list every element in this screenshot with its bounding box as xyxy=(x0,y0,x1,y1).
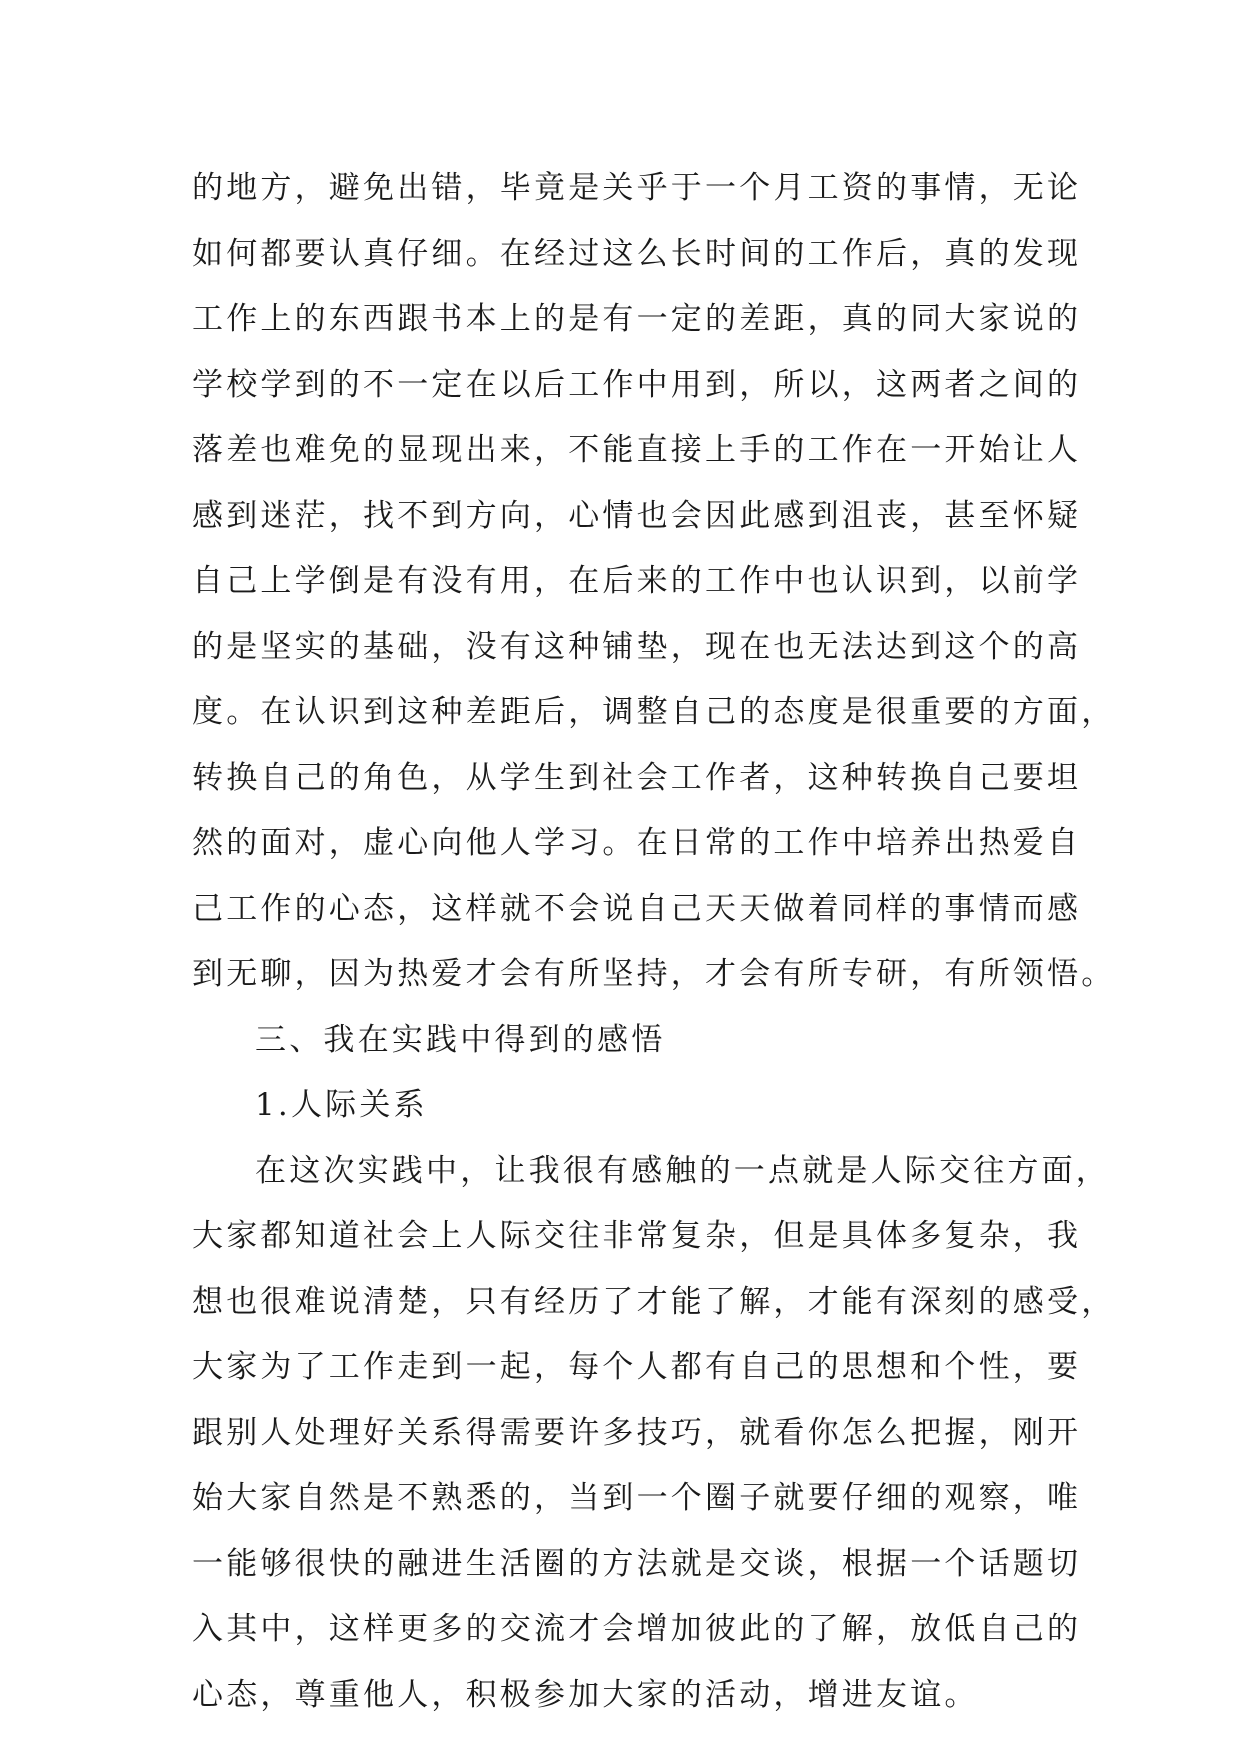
subsection-heading: 1.人际关系 xyxy=(255,1087,428,1123)
text-line: 的地方，避免出错，毕竟是关乎于一个月工资的事情，无论 xyxy=(192,170,1082,206)
text-line: 的是坚实的基础，没有这种铺垫，现在也无法达到这个的高 xyxy=(192,628,1082,665)
document-body xyxy=(192,156,1116,1728)
text-line: 跟别人处理好关系得需要许多技巧，就看你怎么把握，刚开 xyxy=(192,1414,1082,1451)
text-line: 然的面对，虚心向他人学习。在日常的工作中培养出热爱自 xyxy=(192,825,1082,861)
text-line: 学校学到的不一定在以后工作中用到，所以，这两者之间的 xyxy=(192,366,1082,403)
paragraph-1 xyxy=(192,156,1116,1008)
text-line: 想也很难说清楚，只有经历了才能了解，才能有深刻的感受， xyxy=(192,1283,1116,1320)
text-line: 到无聊，因为热爱才会有所坚持，才会有所专研，有所领悟。 xyxy=(192,956,1116,992)
text-line: 如何都要认真仔细。在经过这么长时间的工作后，真的发现 xyxy=(192,235,1082,272)
text-line: 转换自己的角色，从学生到社会工作者，这种转换自己要坦 xyxy=(192,759,1082,796)
text-line: 一能够很快的融进生活圈的方法就是交谈，根据一个话题切 xyxy=(192,1545,1082,1582)
text-line: 自己上学倒是有没有用，在后来的工作中也认识到，以前学 xyxy=(192,563,1082,599)
text-line: 感到迷茫，找不到方向，心情也会因此感到沮丧，甚至怀疑 xyxy=(192,497,1082,534)
text-line: 大家为了工作走到一起，每个人都有自己的思想和个性，要 xyxy=(192,1349,1082,1385)
text-line: 大家都知道社会上人际交往非常复杂，但是具体多复杂，我 xyxy=(192,1218,1082,1254)
text-line: 度。在认识到这种差距后，调整自己的态度是很重要的方面， xyxy=(192,694,1116,730)
text-line: 入其中，这样更多的交流才会增加彼此的了解，放低自己的 xyxy=(192,1611,1082,1647)
paragraph-2 xyxy=(192,1139,1116,1729)
text-line: 始大家自然是不熟悉的，当到一个圈子就要仔细的观察，唯 xyxy=(192,1480,1082,1516)
text-line: 工作上的东西跟书本上的是有一定的差距，真的同大家说的 xyxy=(192,301,1082,337)
section-heading: 三、我在实践中得到的感悟 xyxy=(255,1021,666,1058)
text-line: 落差也难免的显现出来，不能直接上手的工作在一开始让人 xyxy=(192,432,1082,468)
text-line: 心态，尊重他人，积极参加大家的活动，增进友谊。 xyxy=(192,1676,979,1713)
text-line: 在这次实践中，让我很有感触的一点就是人际交往方面， xyxy=(255,1152,1110,1189)
text-line: 己工作的心态，这样就不会说自己天天做着同样的事情而感 xyxy=(192,890,1082,927)
